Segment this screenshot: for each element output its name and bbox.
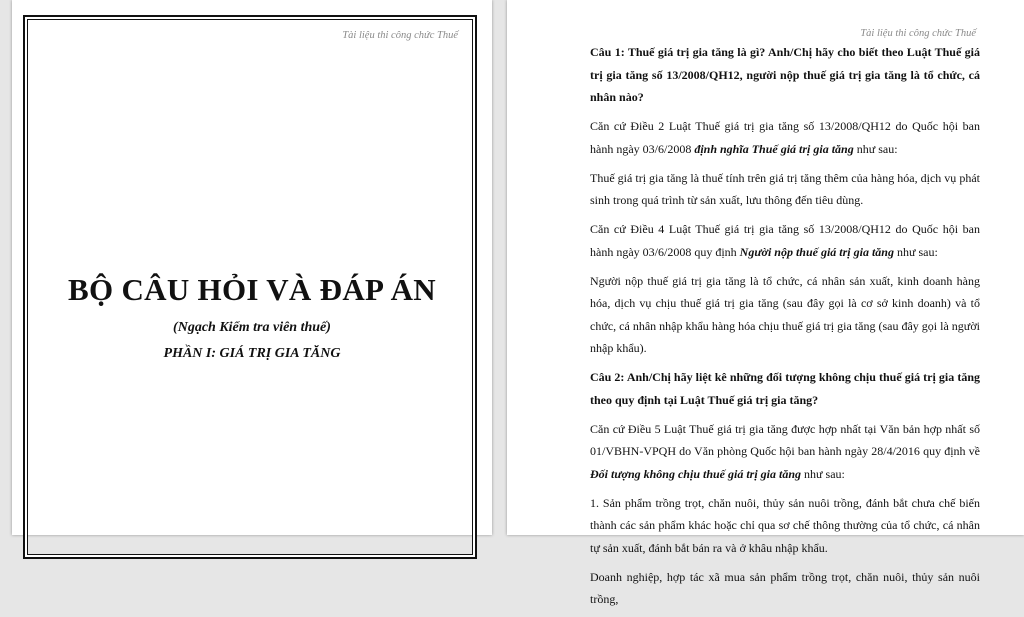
paragraph-1-emphasis: định nghĩa Thuế giá trị gia tăng <box>694 141 854 156</box>
paragraph-5-tail: như sau: <box>801 466 845 481</box>
document-body <box>590 41 980 617</box>
page-header-right: Tài liệu thi công chức Thuế <box>860 28 976 39</box>
paragraph-5 <box>590 418 980 486</box>
page-header-left: Tài liệu thi công chức Thuế <box>342 30 458 41</box>
content-page <box>507 0 1024 606</box>
paragraph-1 <box>590 115 980 160</box>
paragraph-1-tail: như sau: <box>853 141 898 156</box>
paragraph-5-emphasis: Đối tượng không chịu thuế giá trị gia tăng <box>590 466 802 481</box>
paragraph-3-text: Căn cứ Điều 4 Luật Thuế giá trị gia tăng số 13/2008/QH12 do Quốc hội ban hành ngày 03/6/2008 quy định <box>590 222 980 259</box>
paragraph-5-text: Căn cứ Điều 5 Luật Thuế giá trị gia tăng được hợp nhất tại Văn bản hợp nhất số 01/VBHN-VPQH do Văn phòng Quốc hội ban hành ngày 28/4/2016 quy định về <box>590 421 980 458</box>
paragraph-1-text: Căn cứ Điều 2 Luật Thuế giá trị gia tăng số 13/2008/QH12 do Quốc hội ban hành ngày 03/6/2008 <box>590 119 980 156</box>
paragraph-3-tail: như sau: <box>893 244 938 259</box>
paragraph-4: Người nộp thuế giá trị gia tăng là tổ chức, cá nhân sản xuất, kinh doanh hàng hóa, dịch vụ chịu thuế giá trị gia tăng (sau đây gọi là cơ sở kinh doanh) và tổ chức, cá nhân nhập khẩu hàng hóa chịu thuế giá trị gia tăng (sau đây gọi là người nhập khẩu). <box>590 273 980 355</box>
question-1: Câu 1: Thuế giá trị gia tăng là gì? Anh/Chị hãy cho biết theo Luật Thuế giá trị gia tăng số 13/2008/QH12, người nộp thuế giá trị gia tăng là tổ chức, cá nhân nào? <box>590 45 980 104</box>
cover-subtitle: (Ngạch Kiểm tra viên thuế) <box>173 320 331 335</box>
paragraph-3 <box>590 218 980 263</box>
paragraph-3-emphasis: Người nộp thuế giá trị gia tăng <box>739 244 894 259</box>
cover-part-title: PHẦN I: GIÁ TRỊ GIA TĂNG <box>163 346 341 361</box>
paragraph-7: Doanh nghiệp, hợp tác xã mua sản phẩm trồng trọt, chăn nuôi, thủy sản nuôi trồng, <box>590 569 980 606</box>
cover-page <box>12 0 492 535</box>
paragraph-2: Thuế giá trị gia tăng là thuế tính trên giá trị tăng thêm của hàng hóa, dịch vụ phát sinh trong quá trình từ sản xuất, lưu thông đến tiêu dùng. <box>590 170 980 207</box>
question-2: Câu 2: Anh/Chị hãy liệt kê những đối tượng không chịu thuế giá trị gia tăng theo quy định tại Luật Thuế giá trị gia tăng? <box>590 370 980 407</box>
paragraph-6: 1. Sản phẩm trồng trọt, chăn nuôi, thủy sản nuôi trồng, đánh bắt chưa chế biến thành các sản phẩm khác hoặc chỉ qua sơ chế thông thường của tổ chức, cá nhân tự sản xuất, đánh bắt bán ra và ở khâu nhập khẩu. <box>590 495 980 555</box>
cover-title: BỘ CÂU HỎI VÀ ĐÁP ÁN <box>68 272 436 307</box>
